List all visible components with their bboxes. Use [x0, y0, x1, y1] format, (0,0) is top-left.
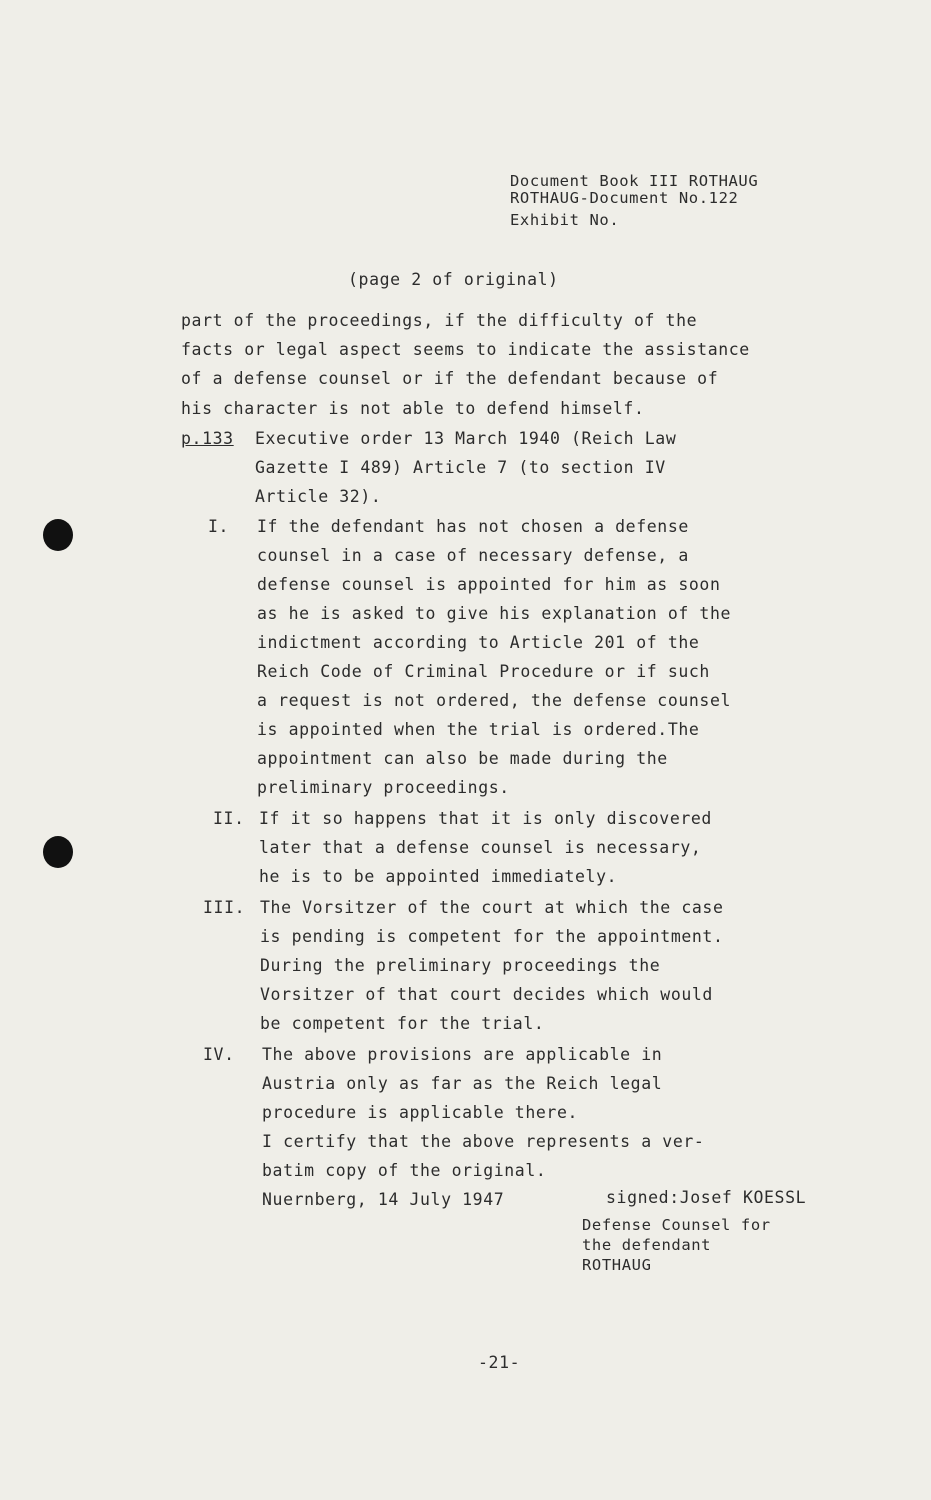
signature-title-3: ROTHAUG — [582, 1256, 652, 1274]
section-line: he is to be appointed immediately. — [259, 867, 618, 886]
section-line: appointment can also be made during the — [257, 749, 668, 768]
section-line: Reich Code of Criminal Procedure or if such — [257, 662, 710, 681]
section-line: The above provisions are applicable in — [262, 1045, 663, 1064]
page-reference: p.133 — [181, 429, 234, 448]
signature-title-1: Defense Counsel for — [582, 1216, 771, 1234]
section-line: preliminary proceedings. — [257, 778, 510, 797]
section-number: II. — [213, 809, 245, 828]
page-number: -21- — [478, 1353, 521, 1372]
section-line: The Vorsitzer of the court at which the case — [260, 898, 724, 917]
section-line: Austria only as far as the Reich legal — [262, 1074, 663, 1093]
section-line: If the defendant has not chosen a defense — [257, 517, 689, 536]
intro-line-3: of a defense counsel or if the defendant because of — [181, 369, 719, 388]
signature-title-2: the defendant — [582, 1236, 712, 1254]
header-line-2: ROTHAUG-Document No.122 — [510, 189, 739, 207]
section-number: IV. — [203, 1045, 235, 1064]
intro-line-2: facts or legal aspect seems to indicate the assistance — [181, 340, 750, 359]
section-line: indictment according to Article 201 of the — [257, 633, 700, 652]
section-line: is pending is competent for the appointment. — [260, 927, 724, 946]
intro-line-1: part of the proceedings, if the difficulty of the — [181, 311, 698, 330]
section-line: defense counsel is appointed for him as soon — [257, 575, 721, 594]
header-line-1: Document Book III ROTHAUG — [510, 172, 759, 190]
page-note: (page 2 of original) — [348, 270, 559, 289]
place-date: Nuernberg, 14 July 1947 — [262, 1190, 505, 1209]
header-line-3: Exhibit No. — [510, 211, 620, 229]
section-line: counsel in a case of necessary defense, a — [257, 546, 689, 565]
section-line: Vorsitzer of that court decides which would — [260, 985, 713, 1004]
section-line: a request is not ordered, the defense counsel — [257, 691, 732, 710]
ref-line-3: Article 32). — [255, 487, 382, 506]
section-number: III. — [203, 898, 246, 917]
punch-hole-bottom — [43, 836, 73, 868]
section-line: be competent for the trial. — [260, 1014, 545, 1033]
ref-line-2: Gazette I 489) Article 7 (to section IV — [255, 458, 666, 477]
section-number: I. — [208, 517, 230, 536]
punch-hole-top — [43, 519, 73, 551]
ref-line-1: Executive order 13 March 1940 (Reich Law — [255, 429, 677, 448]
section-line: is appointed when the trial is ordered.The — [257, 720, 700, 739]
section-line: If it so happens that it is only discovered — [259, 809, 712, 828]
section-line: as he is asked to give his explanation of the — [257, 604, 732, 623]
section-line: During the preliminary proceedings the — [260, 956, 661, 975]
section-line: later that a defense counsel is necessary, — [259, 838, 702, 857]
section-line: procedure is applicable there. — [262, 1103, 579, 1122]
signature: signed:Josef KOESSL — [606, 1188, 807, 1207]
certification-line-1: I certify that the above represents a ver- — [262, 1132, 705, 1151]
intro-line-4: his character is not able to defend himself. — [181, 399, 645, 418]
certification-line-2: batim copy of the original. — [262, 1161, 547, 1180]
